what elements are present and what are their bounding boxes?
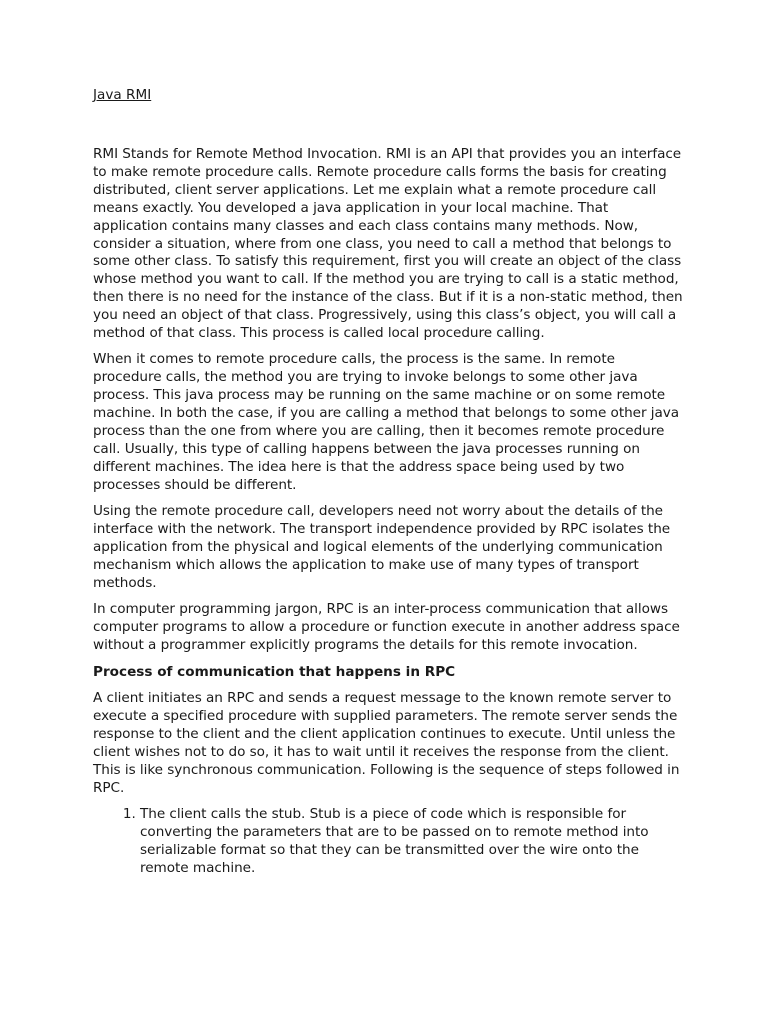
jargon-paragraph: In computer programming jargon, RPC is an inter-process communication that allows computer programs to allow a procedure or function execute in another address space without a programmer explicitly programs the details for this remote invocation. [93,601,680,654]
steps-list [93,806,685,878]
intro-paragraph: RMI Stands for Remote Method Invocation. RMI is an API that provides you an interface to make remote procedure calls. Remote procedure calls forms the basis for creating distributed, client server applications. Let me explain what a remote procedure call means exactly. You developed a java application in your local machine. That application contains many classes and each class contains many methods. Now, consider a situation, where from one class, you need to call a method that belongs to some other class. To satisfy this requirement, first you will create an object of the class whose method you want to call. If the method you are trying to call is a static method, then there is no need for the instance of the class. But if it is a non-static method, then you need an object of that class. Progressively, using this class’s object, you will call a method of that class. This process is called local procedure calling. [93,146,683,342]
remote-calls-paragraph: When it comes to remote procedure calls, the process is the same. In remote procedure calls, the method you are trying to invoke belongs to some other java process. This java process may be running on the same machine or on some remote machine. In both the case, if you are calling a method that belongs to some other java process than the one from where you are calling, then it becomes remote procedure call. Usually, this type of calling happens between the java processes running on different machines. The idea here is that the address space being used by two processes should be different. [93,351,680,493]
document-body [93,146,685,878]
step-item: 1. The client calls the stub. Stub is a piece of code which is responsible for converting the parameters that are to be passed on to remote method into serializable format so that they can be transmitted over the wire onto the remote machine. [140,806,685,878]
section-heading: Process of communication that happens in RPC [93,664,456,681]
transport-paragraph: Using the remote procedure call, developers need not worry about the details of the interface with the network. The transport independence provided by RPC isolates the application from the physical and logical elements of the underlying communication mechanism which allows the application to make use of many types of transport methods. [93,503,671,591]
section-paragraph: A client initiates an RPC and sends a request message to the known remote server to execute a specified procedure with supplied parameters. The remote server sends the response to the client and the client application continues to execute. Until unless the client wishes not to do so, it has to wait until it receives the response from the client. This is like synchronous communication. Following is the sequence of steps followed in RPC. [93,690,680,796]
document-title: Java RMI [93,87,152,103]
